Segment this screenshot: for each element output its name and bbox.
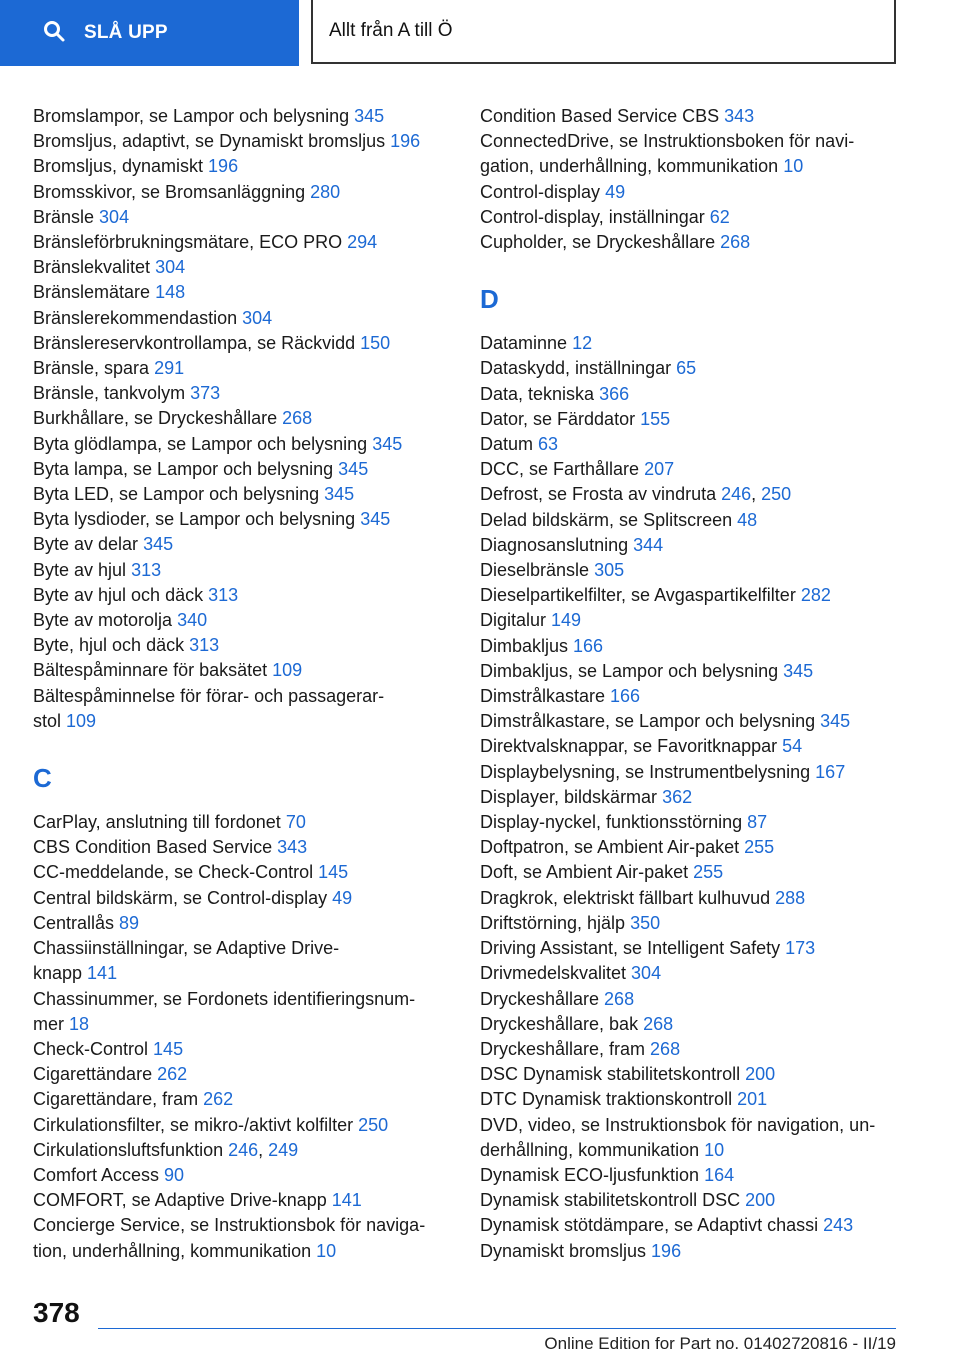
index-entry-text: Dragkrok, elektriskt fällbart kulhuvud <box>480 887 776 908</box>
index-entry <box>33 886 453 911</box>
page-link[interactable]: 345 <box>360 509 391 530</box>
index-entry <box>33 255 453 280</box>
index-entry-text: ConnectedDrive, se Instruktionsboken för navi- <box>480 131 855 152</box>
index-entry <box>33 1113 453 1138</box>
index-entry-text: Diagnosanslutning <box>480 534 634 555</box>
page-link[interactable]: 10 <box>316 1240 337 1261</box>
index-entry-text: Dieselpartikelfilter, se Avgaspartikelfilter <box>480 585 801 606</box>
index-entry-text: Dynamisk stabilitetskontroll DSC <box>480 1190 746 1211</box>
page-link[interactable]: 255 <box>693 862 724 883</box>
index-entry-text: Condition Based Service CBS <box>480 106 725 126</box>
index-entry-text: Direktvalsknappar, se Favoritknappar <box>480 736 783 757</box>
index-entry-continuation-text: derhållning, kommunikation <box>480 1139 705 1160</box>
page-link[interactable]: 288 <box>775 887 806 908</box>
page-link[interactable]: 166 <box>610 686 641 707</box>
index-entry-text: Dieselbränsle <box>480 560 595 581</box>
index-entry-text: Dimbakljus <box>480 635 574 656</box>
index-entry <box>480 911 905 936</box>
index-entry <box>480 608 905 633</box>
index-entry-text: Central bildskärm, se Control-display <box>33 887 333 908</box>
index-entry-text: Displayer, bildskärmar <box>480 786 663 807</box>
index-entry <box>33 583 453 608</box>
page-link[interactable]: 280 <box>310 181 341 202</box>
page-link[interactable]: 313 <box>189 635 220 656</box>
index-entry <box>33 205 453 230</box>
page-link[interactable]: 249 <box>268 1139 299 1160</box>
page-link[interactable]: 196 <box>390 131 421 152</box>
index-entry <box>33 987 453 1037</box>
page-link[interactable]: 262 <box>203 1089 234 1110</box>
page-link[interactable]: 90 <box>164 1164 185 1185</box>
page-link[interactable]: 166 <box>573 635 604 656</box>
page-link[interactable]: 109 <box>272 660 303 681</box>
index-entry <box>33 356 453 381</box>
index-entry <box>33 608 453 633</box>
page-link[interactable]: 350 <box>630 912 661 933</box>
index-entry-text: Driftstörning, hjälp <box>480 912 631 933</box>
page-link[interactable]: 344 <box>633 534 664 555</box>
index-entry <box>480 1113 905 1163</box>
index-entry <box>480 205 905 230</box>
index-entry <box>480 1163 905 1188</box>
page-link[interactable]: 345 <box>820 711 851 732</box>
index-entry-text: Bränslemätare <box>33 282 156 303</box>
index-entry <box>33 280 453 305</box>
index-entry <box>480 961 905 986</box>
index-entry <box>33 129 453 154</box>
index-entry <box>480 1239 905 1264</box>
page-link[interactable]: 48 <box>737 509 758 530</box>
page-link[interactable]: 246 <box>228 1139 259 1160</box>
page-link[interactable]: 373 <box>190 383 221 404</box>
page-link[interactable]: 246 <box>721 484 752 505</box>
index-entry-text: DCC, se Farthållare <box>480 459 645 480</box>
page-link[interactable]: 268 <box>643 1013 674 1034</box>
index-entry-continuation <box>33 961 453 986</box>
page-link[interactable]: 65 <box>676 358 697 379</box>
index-entry-text: Dryckeshållare <box>480 988 605 1009</box>
index-entry-continuation <box>33 709 453 734</box>
page-link[interactable]: 145 <box>153 1038 184 1059</box>
index-entry-text: Dimbakljus, se Lampor och belysning <box>480 660 784 681</box>
page-link[interactable]: 62 <box>709 206 730 227</box>
page-link[interactable]: 200 <box>745 1190 776 1211</box>
index-entry-text: Cupholder, se Dryckeshållare <box>480 232 721 253</box>
page-link[interactable]: 18 <box>69 1013 90 1034</box>
index-entry-text: Dynamiskt bromsljus <box>480 1240 652 1261</box>
page-link[interactable]: 345 <box>338 458 369 479</box>
index-entry-text: Cirkulationsluftsfunktion <box>33 1139 229 1160</box>
index-entry-text: Burkhållare, se Dryckeshållare <box>33 408 283 429</box>
index-entry-text: Centrallås <box>33 912 120 933</box>
page-link[interactable]: 49 <box>332 887 353 908</box>
index-entry-text: Byta lampa, se Lampor och belysning <box>33 458 339 479</box>
page-link[interactable]: 10 <box>783 156 804 177</box>
index-entry <box>33 104 453 129</box>
index-entry-text: Byte av hjul och däck <box>33 584 209 605</box>
index-entry-text: Byte av hjul <box>33 559 132 580</box>
index-entry <box>33 633 453 658</box>
index-entry-text: Bränsle, spara <box>33 358 155 379</box>
page-link[interactable]: 196 <box>651 1240 682 1261</box>
index-entry <box>480 1213 905 1238</box>
index-entry <box>480 860 905 885</box>
index-entry-text: Bromslampor, se Lampor och belysning <box>33 106 355 126</box>
index-entry <box>33 835 453 860</box>
page-link[interactable]: 150 <box>360 332 391 353</box>
page-link[interactable]: 109 <box>66 710 97 731</box>
a-to-z-index-label: Allt från A till Ö <box>329 20 453 41</box>
page-link[interactable]: 145 <box>318 862 349 883</box>
index-entry-text: Cigarettändare, fram <box>33 1089 204 1110</box>
page-link[interactable]: 89 <box>119 912 140 933</box>
page-link[interactable]: 305 <box>594 560 625 581</box>
page-separator: , <box>751 484 762 505</box>
page-link[interactable]: 87 <box>747 812 768 833</box>
index-entry <box>33 482 453 507</box>
index-entry-continuation-text: tion, underhållning, kommunikation <box>33 1240 317 1261</box>
index-entry <box>480 785 905 810</box>
page-link[interactable]: 167 <box>815 761 846 782</box>
page-link[interactable]: 155 <box>640 408 671 429</box>
index-entry-continuation <box>480 154 905 179</box>
index-entry-text: Byta lysdioder, se Lampor och belysning <box>33 509 361 530</box>
edition-text: Online Edition for Part no. 01402720816 - II/19 <box>544 1334 896 1353</box>
index-entry <box>480 180 905 205</box>
index-entry-text: Cigarettändare <box>33 1064 158 1085</box>
index-entry-text: CBS Condition Based Service <box>33 837 278 858</box>
index-entry <box>33 306 453 331</box>
page-link[interactable]: 268 <box>604 988 635 1009</box>
index-entry-text: Dataminne <box>480 333 573 354</box>
index-entry-text: DSC Dynamisk stabilitetskontroll <box>480 1064 746 1085</box>
index-entry <box>480 634 905 659</box>
index-entry-text: Bromsskivor, se Bromsanläggning <box>33 181 311 202</box>
page-link[interactable]: 304 <box>242 307 273 328</box>
index-entry <box>33 507 453 532</box>
index-entry-text: Delad bildskärm, se Splitscreen <box>480 509 738 530</box>
index-entry-text: Doftpatron, se Ambient Air-paket <box>480 837 745 858</box>
page-number: 378 <box>33 1297 80 1328</box>
index-entry <box>33 1188 453 1213</box>
page-link[interactable]: 282 <box>800 585 831 606</box>
index-letter-heading: C <box>33 763 52 794</box>
page-link[interactable]: 63 <box>538 434 559 455</box>
index-entry <box>480 382 905 407</box>
index-entry-text: Bränslekvalitet <box>33 257 156 278</box>
index-entry-text: DVD, video, se Instruktionsbok för navigation, un- <box>480 1114 876 1135</box>
index-entry-text: Bränslereservkontrollampa, se Räckvidd <box>33 332 361 353</box>
index-entry-text: Chassiinställningar, se Adaptive Drive- <box>33 938 340 959</box>
page-link[interactable]: 12 <box>572 333 593 354</box>
index-entry-text: Defrost, se Frosta av vindruta <box>480 484 722 505</box>
index-entry-text: Datum <box>480 434 539 455</box>
page-link[interactable]: 291 <box>154 358 185 379</box>
page-link[interactable]: 268 <box>282 408 313 429</box>
index-entry <box>33 860 453 885</box>
index-entry-continuation-text: gation, underhållning, kommunikation <box>480 156 784 177</box>
index-entry-text: Dataskydd, inställningar <box>480 358 677 379</box>
search-button-label: SLÅ UPP <box>84 22 168 43</box>
index-entry-text: Bältespåminnare för baksätet <box>33 660 273 681</box>
index-entry <box>33 180 453 205</box>
index-letter-heading: D <box>480 284 499 315</box>
page-link[interactable]: 345 <box>783 660 814 681</box>
search-icon <box>42 19 84 48</box>
search-button[interactable] <box>0 0 299 66</box>
page-link[interactable]: 250 <box>761 484 792 505</box>
index-entry <box>33 532 453 557</box>
page-link[interactable]: 345 <box>354 106 385 126</box>
index-entry-text: Control-display <box>480 181 606 202</box>
index-entry <box>480 734 905 759</box>
page-link[interactable]: 200 <box>745 1064 776 1085</box>
page-link[interactable]: 340 <box>177 610 208 631</box>
index-entry <box>480 407 905 432</box>
index-entry-text: Bältespåminnelse för förar- och passagerar- <box>33 685 385 706</box>
index-entry-text: Bromsljus, adaptivt, se Dynamiskt bromsljus <box>33 131 391 152</box>
page-separator: , <box>258 1139 269 1160</box>
index-entry-text: Dimstrålkastare, se Lampor och belysning <box>480 711 821 732</box>
index-entry <box>33 1163 453 1188</box>
index-entry <box>480 835 905 860</box>
page-link[interactable]: 49 <box>605 181 626 202</box>
index-entry <box>33 1138 453 1163</box>
index-entry-text: Dryckeshållare, fram <box>480 1038 651 1059</box>
page-link[interactable]: 304 <box>155 257 186 278</box>
index-entry <box>33 684 453 734</box>
index-entry-text: Byta LED, se Lampor och belysning <box>33 484 325 505</box>
page-link[interactable]: 141 <box>331 1190 362 1211</box>
page-link[interactable]: 366 <box>599 383 630 404</box>
index-column-right <box>480 104 905 1264</box>
index-entry-text: Comfort Access <box>33 1164 165 1185</box>
index-entry <box>480 583 905 608</box>
page-link[interactable]: 262 <box>157 1064 188 1085</box>
index-entry <box>33 1062 453 1087</box>
index-entry <box>33 432 453 457</box>
index-entry-text: Dator, se Färddator <box>480 408 641 429</box>
index-entry <box>33 1037 453 1062</box>
index-entry <box>480 760 905 785</box>
page-link[interactable]: 345 <box>143 534 174 555</box>
index-entry <box>33 1213 453 1263</box>
page-link[interactable]: 196 <box>208 156 239 177</box>
index-entry <box>480 810 905 835</box>
index-entry-text: Dryckeshållare, bak <box>480 1013 644 1034</box>
index-entry <box>480 1188 905 1213</box>
index-entry <box>480 1087 905 1112</box>
page-link[interactable]: 294 <box>347 232 378 253</box>
index-entry-text: Bränsle <box>33 206 100 227</box>
page-link[interactable]: 345 <box>324 484 355 505</box>
index-entry-continuation <box>480 1138 905 1163</box>
index-entry-text: Bränsle, tankvolym <box>33 383 191 404</box>
index-entry-continuation-text: mer <box>33 1013 69 1034</box>
index-entry-text: Bränslerekommendastion <box>33 307 243 328</box>
index-entry-continuation-text: stol <box>33 710 67 731</box>
index-entry-text: Dynamisk stötdämpare, se Adaptivt chassi <box>480 1215 824 1236</box>
page-link[interactable]: 250 <box>358 1114 389 1135</box>
index-entry <box>33 331 453 356</box>
page-link[interactable]: 149 <box>551 610 582 631</box>
index-entry <box>480 508 905 533</box>
page-link[interactable]: 313 <box>208 584 239 605</box>
index-entry-text: COMFORT, se Adaptive Drive-knapp <box>33 1190 332 1211</box>
page-link[interactable]: 304 <box>99 206 130 227</box>
page-link[interactable]: 268 <box>650 1038 681 1059</box>
page-link[interactable]: 362 <box>662 786 693 807</box>
page-link[interactable]: 313 <box>131 559 162 580</box>
index-entry-text: Chassinummer, se Fordonets identifieringsnum- <box>33 988 416 1009</box>
index-entry-text: Concierge Service, se Instruktionsbok för naviga- <box>33 1215 426 1236</box>
index-entry-text: Driving Assistant, se Intelligent Safety <box>480 938 786 959</box>
index-entry <box>480 1062 905 1087</box>
index-entry <box>33 457 453 482</box>
index-entry-text: Dynamisk ECO-ljusfunktion <box>480 1164 705 1185</box>
index-entry-text: Check-Control <box>33 1038 154 1059</box>
index-entry <box>33 911 453 936</box>
page-link[interactable]: 201 <box>737 1089 768 1110</box>
index-entry-text: Byte av motorolja <box>33 610 178 631</box>
index-entry-text: Bränsleförbrukningsmätare, ECO PRO <box>33 232 348 253</box>
index-entry <box>480 987 905 1012</box>
footer-divider <box>98 1328 896 1329</box>
index-entry-text: DTC Dynamisk traktionskontroll <box>480 1089 738 1110</box>
index-entry <box>480 558 905 583</box>
page-link[interactable]: 141 <box>87 963 118 984</box>
index-entry <box>480 1037 905 1062</box>
top-navigation-bar <box>0 0 960 66</box>
index-entry-text: Dimstrålkastare <box>480 686 611 707</box>
index-entry <box>480 709 905 734</box>
index-entry <box>33 810 453 835</box>
index-entry <box>480 457 905 482</box>
index-entry <box>33 230 453 255</box>
index-entry-text: Control-display, inställningar <box>480 206 710 227</box>
index-entry <box>480 482 905 507</box>
index-entry-text: Drivmedelskvalitet <box>480 963 632 984</box>
index-entry <box>480 886 905 911</box>
page-link[interactable]: 173 <box>785 938 816 959</box>
index-entry <box>480 533 905 558</box>
page-link[interactable]: 10 <box>704 1139 725 1160</box>
index-entry-text: Byte, hjul och däck <box>33 635 190 656</box>
page-link[interactable]: 164 <box>704 1164 735 1185</box>
page-link[interactable]: 343 <box>277 837 308 858</box>
index-entry-text: CC-meddelande, se Check-Control <box>33 862 319 883</box>
index-entry <box>33 381 453 406</box>
page-link[interactable]: 148 <box>155 282 186 303</box>
index-entry-continuation <box>33 1239 453 1264</box>
index-entry <box>33 936 453 986</box>
index-entry <box>33 406 453 431</box>
index-entry <box>480 432 905 457</box>
index-entry-text: Display-nyckel, funktionsstörning <box>480 812 748 833</box>
page-link[interactable]: 70 <box>285 812 306 833</box>
page-link[interactable]: 207 <box>644 459 675 480</box>
index-column-left <box>33 104 453 1264</box>
index-entry <box>480 356 905 381</box>
index-entry-text: Bromsljus, dynamiskt <box>33 156 209 177</box>
index-entry-text: Displaybelysning, se Instrumentbelysning <box>480 761 816 782</box>
index-entry-text: CarPlay, anslutning till fordonet <box>33 812 286 833</box>
index-entry <box>480 230 905 255</box>
index-entry <box>33 658 453 683</box>
index-entry <box>33 154 453 179</box>
page-link[interactable]: 268 <box>720 232 751 253</box>
index-entry <box>480 104 905 129</box>
index-entry-continuation-text: knapp <box>33 963 88 984</box>
index-entry-text: Data, tekniska <box>480 383 600 404</box>
page-link[interactable]: 304 <box>631 963 662 984</box>
index-entry <box>480 684 905 709</box>
page-link[interactable]: 343 <box>724 106 755 126</box>
index-entry-continuation <box>33 1012 453 1037</box>
page-link[interactable]: 345 <box>372 433 403 454</box>
page-link[interactable]: 243 <box>823 1215 854 1236</box>
page-link[interactable]: 54 <box>782 736 803 757</box>
index-entry-text: Doft, se Ambient Air-paket <box>480 862 694 883</box>
index-entry <box>480 331 905 356</box>
index-entry-text: Byte av delar <box>33 534 144 555</box>
index-entry-text: Cirkulationsfilter, se mikro-/aktivt kolfilter <box>33 1114 359 1135</box>
index-entry <box>480 659 905 684</box>
index-entry-text: Byta glödlampa, se Lampor och belysning <box>33 433 373 454</box>
index-entry <box>480 936 905 961</box>
index-entry-text: Digitalur <box>480 610 552 631</box>
index-entry <box>480 129 905 179</box>
index-entry <box>33 558 453 583</box>
index-entry <box>33 1087 453 1112</box>
page-link[interactable]: 255 <box>744 837 775 858</box>
index-entry <box>480 1012 905 1037</box>
a-to-z-index-tab[interactable] <box>311 0 896 64</box>
